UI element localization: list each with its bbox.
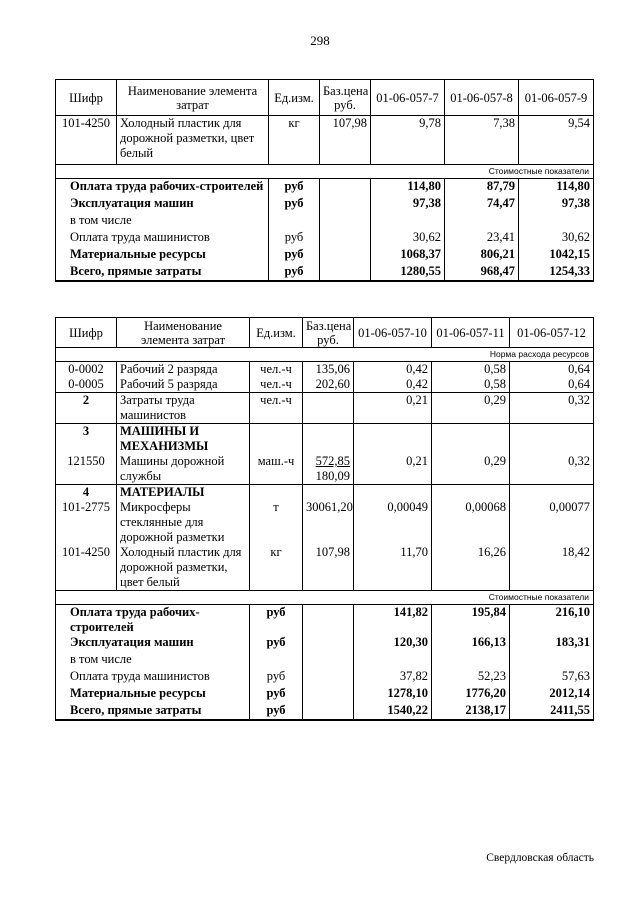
row-value: 0,58	[432, 362, 510, 378]
cost-name: в том числе	[56, 652, 250, 669]
cost-value: 141,82	[354, 605, 432, 636]
table-row	[56, 500, 594, 545]
cost-value	[354, 652, 432, 669]
cost-price	[303, 669, 354, 686]
cost-name: Материальные ресурсы	[56, 686, 250, 703]
row-name: Затраты труда машинистов	[117, 393, 250, 424]
header-unit: Ед.изм.	[269, 80, 320, 116]
row-value: 9,78	[371, 116, 445, 165]
section-code: 4	[56, 485, 117, 501]
cost-unit: руб	[250, 605, 303, 636]
cost-unit: руб	[250, 686, 303, 703]
header-price: Баз.цена руб.	[320, 80, 371, 116]
cost-price	[303, 652, 354, 669]
cost-value: 195,84	[432, 605, 510, 636]
cost-value: 74,47	[445, 196, 519, 213]
table-row	[56, 116, 594, 165]
cost-row	[56, 686, 594, 703]
row-name: Холодный пластик для дорожной разметки, цвет белый	[117, 116, 269, 165]
cost-value: 97,38	[371, 196, 445, 213]
header-code: Шифр	[56, 318, 117, 348]
norm-label: Норма расхода ресурсов	[56, 348, 594, 362]
header-code: Шифр	[56, 80, 117, 116]
cost-unit: руб	[269, 247, 320, 264]
section-title: МАШИНЫ И МЕХАНИЗМЫ	[117, 424, 250, 455]
cost-price	[303, 605, 354, 636]
cost-row	[56, 247, 594, 264]
row-value: 0,42	[354, 362, 432, 378]
cost-row	[56, 635, 594, 652]
cost-name: Оплата труда машинистов	[56, 669, 250, 686]
cost-unit	[269, 213, 320, 230]
header-col-1: 01-06-057-10	[354, 318, 432, 348]
table-row	[56, 545, 594, 591]
cost-value: 2012,14	[510, 686, 594, 703]
cost-value: 1776,20	[432, 686, 510, 703]
row-unit: т	[250, 500, 303, 545]
cost-price	[303, 686, 354, 703]
cost-value	[445, 213, 519, 230]
resource-table-1	[55, 79, 594, 282]
cost-value: 1254,33	[519, 264, 594, 281]
price-value: 572,85	[315, 454, 350, 468]
cost-unit: руб	[269, 196, 320, 213]
row-value: 16,26	[432, 545, 510, 591]
cost-value: 968,47	[445, 264, 519, 281]
cost-row	[56, 230, 594, 247]
cost-value	[432, 652, 510, 669]
cost-row	[56, 669, 594, 686]
row-value: 0,21	[354, 454, 432, 485]
row-code: 101-4250	[56, 545, 117, 591]
cost-value: 57,63	[510, 669, 594, 686]
cost-row	[56, 264, 594, 281]
row-name: Рабочий 2 разряда	[117, 362, 250, 378]
cost-value	[371, 213, 445, 230]
cost-price	[320, 213, 371, 230]
cost-price	[320, 247, 371, 264]
cost-name: Оплата труда рабочих-строителей	[56, 605, 250, 636]
cost-name: Эксплуатация машин	[56, 196, 269, 213]
section-label: Стоимостные показатели	[56, 165, 594, 179]
cost-price	[320, 196, 371, 213]
cost-value: 2138,17	[432, 703, 510, 720]
row-value: 0,42	[354, 377, 432, 393]
cost-row	[56, 213, 594, 230]
cost-row	[56, 196, 594, 213]
cost-price	[320, 264, 371, 281]
row-value: 0,29	[432, 454, 510, 485]
row-value: 0,00049	[354, 500, 432, 545]
header-name: Наименование элемента затрат	[117, 318, 250, 348]
header-col-3: 01-06-057-9	[519, 80, 594, 116]
header-price: Баз.цена руб.	[303, 318, 354, 348]
cost-value: 37,82	[354, 669, 432, 686]
cost-name: Эксплуатация машин	[56, 635, 250, 652]
cost-unit: руб	[269, 264, 320, 281]
cost-unit: руб	[250, 635, 303, 652]
cost-value: 1278,10	[354, 686, 432, 703]
header-col-2: 01-06-057-11	[432, 318, 510, 348]
row-value: 0,32	[510, 393, 594, 424]
row-price: 30061,20	[303, 500, 354, 545]
cost-value: 1068,37	[371, 247, 445, 264]
cost-value	[519, 213, 594, 230]
resource-table-2	[55, 317, 594, 721]
header-col-3: 01-06-057-12	[510, 318, 594, 348]
cost-name: в том числе	[56, 213, 269, 230]
cost-value: 52,23	[432, 669, 510, 686]
section-title: МАТЕРИАЛЫ	[117, 485, 250, 501]
row-value: 0,64	[510, 377, 594, 393]
cost-price	[303, 703, 354, 720]
row-value: 0,00068	[432, 500, 510, 545]
row-code: 121550	[56, 454, 117, 485]
row-value: 0,00077	[510, 500, 594, 545]
cost-value: 97,38	[519, 196, 594, 213]
row-price: 202,60	[303, 377, 354, 393]
row-value: 11,70	[354, 545, 432, 591]
row-value: 7,38	[445, 116, 519, 165]
row-value: 0,32	[510, 454, 594, 485]
cost-unit	[250, 652, 303, 669]
cost-value: 30,62	[371, 230, 445, 247]
cost-price	[303, 635, 354, 652]
row-value: 9,54	[519, 116, 594, 165]
price-value-2: 180,09	[315, 469, 350, 483]
section-label: Стоимостные показатели	[56, 591, 594, 605]
cost-row	[56, 605, 594, 636]
cost-row	[56, 652, 594, 669]
header-name: Наименование элемента затрат	[117, 80, 269, 116]
section-row	[56, 424, 594, 455]
row-unit: чел.-ч	[250, 393, 303, 424]
cost-unit: руб	[269, 179, 320, 196]
cost-value: 183,31	[510, 635, 594, 652]
row-price	[303, 454, 354, 485]
row-unit: кг	[250, 545, 303, 591]
cost-name: Оплата труда машинистов	[56, 230, 269, 247]
row-name: Машины дорожной службы	[117, 454, 250, 485]
row-unit: чел.-ч	[250, 362, 303, 378]
header-col-2: 01-06-057-8	[445, 80, 519, 116]
row-price: 107,98	[303, 545, 354, 591]
row-price	[303, 393, 354, 424]
row-value: 0,29	[432, 393, 510, 424]
cost-unit: руб	[250, 669, 303, 686]
cost-price	[320, 230, 371, 247]
cost-value: 120,30	[354, 635, 432, 652]
cost-value: 114,80	[371, 179, 445, 196]
cost-name: Всего, прямые затраты	[56, 264, 269, 281]
cost-value: 166,13	[432, 635, 510, 652]
cost-value: 806,21	[445, 247, 519, 264]
table-row	[56, 377, 594, 393]
cost-row	[56, 179, 594, 196]
cost-name: Оплата труда рабочих-строителей	[56, 179, 269, 196]
table-row	[56, 454, 594, 485]
cost-name: Материальные ресурсы	[56, 247, 269, 264]
cost-value: 2411,55	[510, 703, 594, 720]
cost-unit: руб	[269, 230, 320, 247]
section-code: 3	[56, 424, 117, 455]
cost-value: 114,80	[519, 179, 594, 196]
row-value: 0,64	[510, 362, 594, 378]
cost-value: 23,41	[445, 230, 519, 247]
cost-value: 216,10	[510, 605, 594, 636]
cost-name: Всего, прямые затраты	[56, 703, 250, 720]
header-unit: Ед.изм.	[250, 318, 303, 348]
row-code: 2	[56, 393, 117, 424]
row-unit: чел.-ч	[250, 377, 303, 393]
cost-value: 87,79	[445, 179, 519, 196]
section-row	[56, 485, 594, 501]
table-row	[56, 362, 594, 378]
row-code: 0-0005	[56, 377, 117, 393]
row-value: 0,58	[432, 377, 510, 393]
cost-price	[320, 179, 371, 196]
row-name: Рабочий 5 разряда	[117, 377, 250, 393]
cost-value	[510, 652, 594, 669]
row-name: Микросферы стеклянные для дорожной разметки	[117, 500, 250, 545]
cost-row	[56, 703, 594, 720]
row-unit: маш.-ч	[250, 454, 303, 485]
row-unit: кг	[269, 116, 320, 165]
row-code: 101-2775	[56, 500, 117, 545]
footer-region: Свердловская область	[486, 852, 594, 864]
row-value: 0,21	[354, 393, 432, 424]
cost-value: 30,62	[519, 230, 594, 247]
row-name: Холодный пластик для дорожной разметки, цвет белый	[117, 545, 250, 591]
table-row	[56, 393, 594, 424]
cost-unit: руб	[250, 703, 303, 720]
row-price: 107,98	[320, 116, 371, 165]
header-col-1: 01-06-057-7	[371, 80, 445, 116]
row-code: 0-0002	[56, 362, 117, 378]
page-number: 298	[310, 33, 330, 48]
cost-value: 1042,15	[519, 247, 594, 264]
cost-value: 1540,22	[354, 703, 432, 720]
row-value: 18,42	[510, 545, 594, 591]
row-code: 101-4250	[56, 116, 117, 165]
cost-value: 1280,55	[371, 264, 445, 281]
row-price: 135,06	[303, 362, 354, 378]
